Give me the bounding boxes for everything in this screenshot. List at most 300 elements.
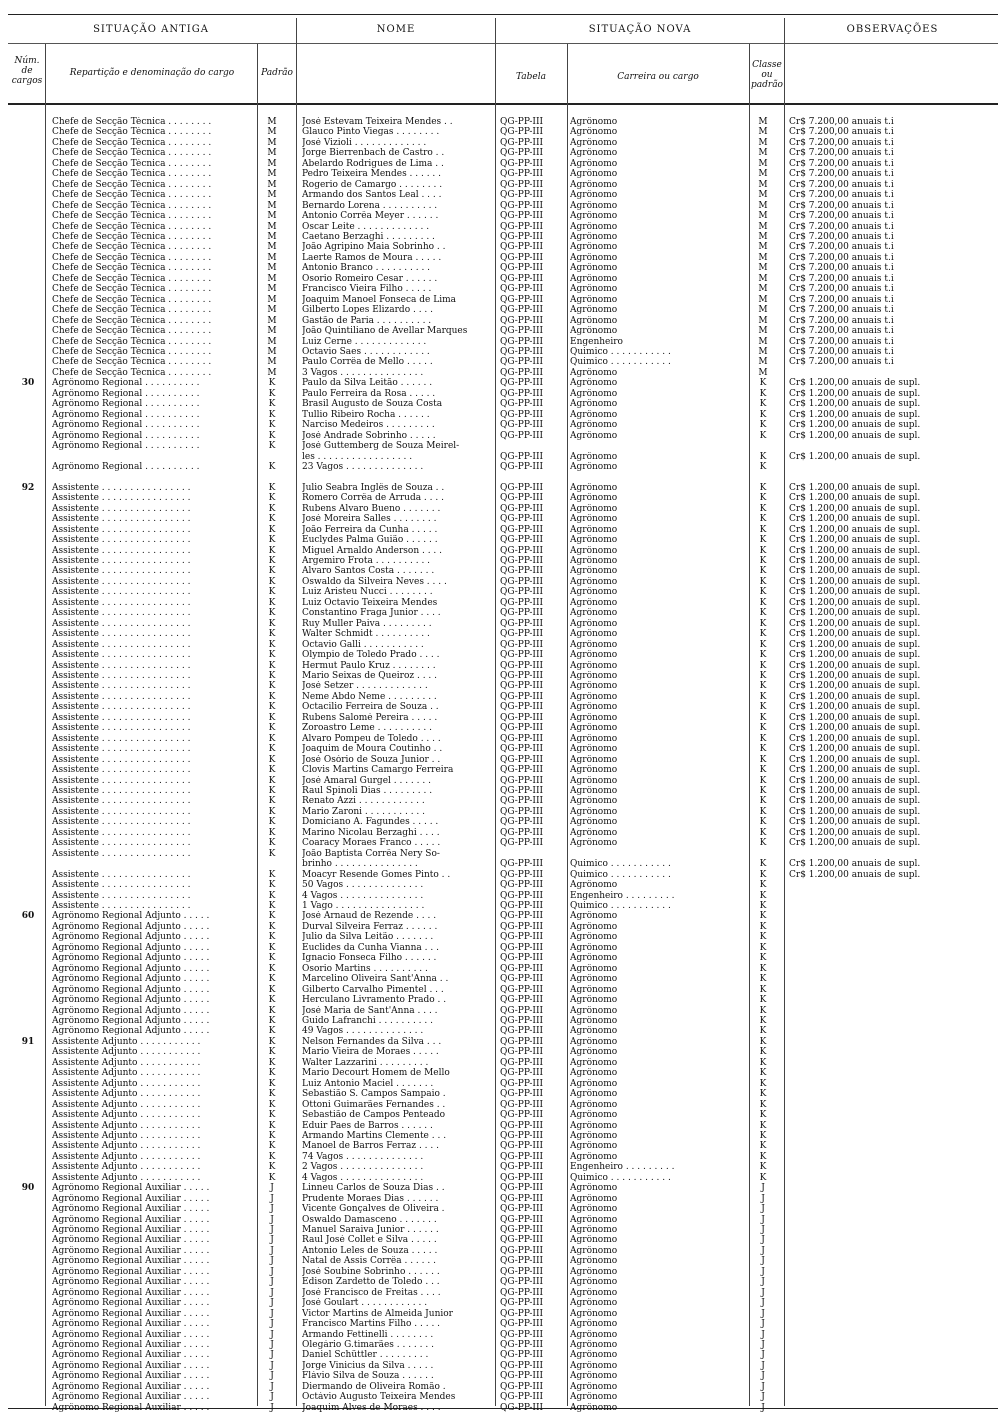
cell-tabela: QG-PP-III bbox=[500, 671, 544, 682]
cell-nome: Rubens Salomé Pereira . . . . . bbox=[302, 712, 438, 723]
cell-classe: K bbox=[759, 995, 767, 1006]
cell-nome: Joaquim de Moura Coutinho . . bbox=[302, 744, 443, 755]
table-row bbox=[0, 127, 1008, 137]
cell-padrao: M bbox=[267, 148, 277, 159]
cell-observacoes: Cr$ 1.200,00 anuais de supl. bbox=[789, 660, 921, 671]
cell-reparticao: Assistente Adjunto . . . . . . . . . . . bbox=[52, 1099, 201, 1110]
cell-reparticao: Assistente . . . . . . . . . . . . . . . . bbox=[52, 650, 191, 661]
cell-carreira: Agrônomo bbox=[570, 1120, 618, 1131]
cell-padrao: K bbox=[268, 974, 276, 985]
cell-tabela: QG-PP-III bbox=[500, 1402, 544, 1413]
cell-tabela: QG-PP-III bbox=[500, 1036, 544, 1047]
cell-classe: K bbox=[759, 1078, 767, 1089]
table-row bbox=[0, 598, 1008, 608]
cell-nome: José Moreira Salles . . . . . . . . bbox=[302, 514, 437, 525]
table-row bbox=[0, 138, 1008, 148]
cell-nome: Romero Corrêa de Arruda . . . . bbox=[302, 493, 444, 504]
cell-padrao: K bbox=[268, 963, 276, 974]
cell-padrao: K bbox=[268, 1057, 276, 1068]
cell-observacoes: Cr$ 1.200,00 anuais de supl. bbox=[789, 587, 921, 598]
cell-reparticao: Assistente . . . . . . . . . . . . . . . . bbox=[52, 838, 191, 849]
cell-classe: K bbox=[759, 932, 767, 943]
cell-tabela: QG-PP-III bbox=[500, 127, 544, 138]
cell-reparticao: Agrônomo Regional Adjunto . . . . . bbox=[52, 911, 210, 922]
cell-nome: Ignacio Fonseca Filho . . . . . . bbox=[302, 953, 437, 964]
cell-classe: J bbox=[761, 1225, 765, 1236]
cell-tabela: QG-PP-III bbox=[500, 1057, 544, 1068]
cell-classe: J bbox=[761, 1360, 765, 1371]
cell-carreira: Agrônomo bbox=[570, 639, 618, 650]
cell-padrao: K bbox=[268, 1130, 276, 1141]
cell-padrao: M bbox=[267, 200, 277, 211]
table-row bbox=[0, 190, 1008, 200]
cell-nome: José Osório de Souza Junior . . bbox=[302, 754, 441, 765]
cell-reparticao: Chefe de Secção Técnica . . . . . . . . bbox=[52, 315, 212, 326]
cell-tabela: QG-PP-III bbox=[500, 921, 544, 932]
cell-reparticao: Chefe de Secção Técnica . . . . . . . . bbox=[52, 190, 212, 201]
cell-classe: K bbox=[759, 817, 767, 828]
cell-classe: K bbox=[759, 618, 767, 629]
cell-carreira: Agrônomo bbox=[570, 514, 618, 525]
cell-carreira: Agrônomo bbox=[570, 263, 618, 274]
cell-tabela: QG-PP-III bbox=[500, 712, 544, 723]
cell-tabela: QG-PP-III bbox=[500, 252, 544, 263]
cell-carreira: Agrônomo bbox=[570, 1381, 618, 1392]
cell-padrao: K bbox=[268, 880, 276, 891]
cell-classe: M bbox=[758, 127, 768, 138]
cell-tabela: QG-PP-III bbox=[500, 597, 544, 608]
cell-observacoes: Cr$ 1.200,00 anuais de supl. bbox=[789, 409, 921, 420]
cell-nome: Paulo Corrêa de Mello . . . . . bbox=[302, 357, 433, 368]
cell-observacoes: Cr$ 1.200,00 anuais de supl. bbox=[789, 378, 921, 389]
cell-reparticao: Agrônomo Regional Adjunto . . . . . bbox=[52, 1005, 210, 1016]
cell-classe: K bbox=[759, 1089, 767, 1100]
cell-carreira: Agrônomo bbox=[570, 535, 618, 546]
cell-classe: K bbox=[759, 796, 767, 807]
cell-observacoes: Cr$ 1.200,00 anuais de supl. bbox=[789, 650, 921, 661]
cell-carreira: Agrônomo bbox=[570, 1099, 618, 1110]
cell-reparticao: Assistente . . . . . . . . . . . . . . . . bbox=[52, 587, 191, 598]
cell-padrao: K bbox=[268, 545, 276, 556]
cell-carreira: Agrônomo bbox=[570, 608, 618, 619]
table-row bbox=[0, 1121, 1008, 1131]
cell-carreira: Agrônomo bbox=[570, 984, 618, 995]
cell-tabela: QG-PP-III bbox=[500, 932, 544, 943]
table-row bbox=[0, 838, 1008, 848]
table-row bbox=[0, 671, 1008, 681]
cell-carreira: Agrônomo bbox=[570, 1026, 618, 1037]
cell-reparticao: Assistente Adjunto . . . . . . . . . . . bbox=[52, 1120, 201, 1131]
table-row bbox=[0, 1382, 1008, 1392]
cell-nome: Prudente Moraes Dias . . . . . . bbox=[302, 1193, 439, 1204]
cell-carreira: Agrônomo bbox=[570, 273, 618, 284]
cell-classe: K bbox=[759, 963, 767, 974]
cell-padrao: K bbox=[268, 796, 276, 807]
cell-nome: les . . . . . . . . . . . . . . . . . bbox=[302, 451, 413, 462]
cell-padrao: M bbox=[267, 336, 277, 347]
cell-carreira: Agrônomo bbox=[570, 1036, 618, 1047]
cell-observacoes: Cr$ 7.200,00 anuais t.i bbox=[789, 231, 894, 242]
cell-observacoes: Cr$ 1.200,00 anuais de supl. bbox=[789, 744, 921, 755]
cell-tabela: QG-PP-III bbox=[500, 388, 544, 399]
cell-tabela: QG-PP-III bbox=[500, 451, 544, 462]
cell-classe: K bbox=[759, 566, 767, 577]
table-row bbox=[0, 169, 1008, 179]
cell-tabela: QG-PP-III bbox=[500, 1319, 544, 1330]
cell-carreira: Agrônomo bbox=[570, 148, 618, 159]
cell-carreira: Agrônomo bbox=[570, 1360, 618, 1371]
cell-tabela: QG-PP-III bbox=[500, 1172, 544, 1183]
cell-carreira: Agrônomo bbox=[570, 169, 618, 180]
table-row bbox=[0, 1267, 1008, 1277]
cell-reparticao: Assistente Adjunto . . . . . . . . . . . bbox=[52, 1068, 201, 1079]
cell-tabela: QG-PP-III bbox=[500, 1266, 544, 1277]
cell-reparticao: Assistente . . . . . . . . . . . . . . . . bbox=[52, 796, 191, 807]
cell-classe: K bbox=[759, 900, 767, 911]
cell-tabela: QG-PP-III bbox=[500, 629, 544, 640]
cell-classe: K bbox=[759, 482, 767, 493]
cell-reparticao: Agrônomo Regional Auxiliar . . . . . bbox=[52, 1256, 210, 1267]
cell-carreira: Quimico . . . . . . . . . . . bbox=[570, 1172, 671, 1183]
cell-classe: J bbox=[761, 1340, 765, 1351]
cell-classe: K bbox=[759, 942, 767, 953]
col-header-num: Núm. de cargos bbox=[11, 56, 43, 86]
cell-classe: J bbox=[761, 1204, 765, 1215]
cell-classe: J bbox=[761, 1350, 765, 1361]
cell-carreira: Agrônomo bbox=[570, 1287, 618, 1298]
cell-tabela: QG-PP-III bbox=[500, 190, 544, 201]
cell-classe: K bbox=[759, 587, 767, 598]
table-row bbox=[0, 1256, 1008, 1266]
cell-nome: Antonio Leles de Souza . . . . . bbox=[302, 1245, 438, 1256]
cell-classe: M bbox=[758, 284, 768, 295]
cell-reparticao: Assistente . . . . . . . . . . . . . . . . bbox=[52, 806, 191, 817]
cell-nome: Euclydes Palma Guião . . . . . . bbox=[302, 535, 438, 546]
cell-observacoes: Cr$ 7.200,00 anuais t.i bbox=[789, 346, 894, 357]
cell-observacoes: Cr$ 1.200,00 anuais de supl. bbox=[789, 869, 921, 880]
cell-tabela: QG-PP-III bbox=[500, 1162, 544, 1173]
cell-carreira: Agrônomo bbox=[570, 744, 618, 755]
cell-classe: M bbox=[758, 117, 768, 127]
cell-carreira: Quimico . . . . . . . . . . . bbox=[570, 357, 671, 368]
cell-carreira: Agrônomo bbox=[570, 733, 618, 744]
cell-reparticao: Chefe de Secção Técnica . . . . . . . . bbox=[52, 221, 212, 232]
cell-padrao: J bbox=[270, 1402, 274, 1413]
cell-nome: Domiciano A. Fagundes . . . . . bbox=[302, 817, 439, 828]
cell-carreira: Agrônomo bbox=[570, 1078, 618, 1089]
cell-classe: M bbox=[758, 326, 768, 337]
cell-classe: J bbox=[761, 1245, 765, 1256]
cell-classe: M bbox=[758, 263, 768, 274]
cell-carreira: Agrônomo bbox=[570, 1392, 618, 1403]
table-row bbox=[0, 891, 1008, 901]
cell-nome: Laerte Ramos de Moura . . . . . bbox=[302, 252, 442, 263]
cell-classe: K bbox=[759, 1047, 767, 1058]
cell-reparticao: Agrônomo Regional Adjunto . . . . . bbox=[52, 963, 210, 974]
cell-padrao: K bbox=[268, 503, 276, 514]
cell-tabela: QG-PP-III bbox=[500, 806, 544, 817]
cell-carreira: Agrônomo bbox=[570, 974, 618, 985]
cell-padrao: K bbox=[268, 681, 276, 692]
cell-classe: K bbox=[759, 775, 767, 786]
cell-nome: Manoel de Barros Ferraz . . . . bbox=[302, 1141, 439, 1152]
cell-tabela: QG-PP-III bbox=[500, 482, 544, 493]
cell-tabela: QG-PP-III bbox=[500, 995, 544, 1006]
cell-padrao: J bbox=[270, 1277, 274, 1288]
cell-padrao: M bbox=[267, 242, 277, 253]
cell-nome: José Arnaud de Rezende . . . . bbox=[302, 911, 437, 922]
cell-observacoes: Cr$ 1.200,00 anuais de supl. bbox=[789, 535, 921, 546]
cell-reparticao: Assistente . . . . . . . . . . . . . . . . bbox=[52, 639, 191, 650]
cell-tabela: QG-PP-III bbox=[500, 880, 544, 891]
cell-reparticao: Assistente . . . . . . . . . . . . . . . . bbox=[52, 566, 191, 577]
cell-classe: K bbox=[759, 378, 767, 389]
cell-padrao: K bbox=[268, 775, 276, 786]
cell-observacoes: Cr$ 7.200,00 anuais t.i bbox=[789, 221, 894, 232]
table-row bbox=[0, 995, 1008, 1005]
cell-padrao: M bbox=[267, 211, 277, 222]
cell-padrao: K bbox=[268, 524, 276, 535]
cell-nome: Constantino Fraga Junior . . . . bbox=[302, 608, 441, 619]
cell-classe: J bbox=[761, 1402, 765, 1413]
cell-nome: José Setzer . . . . . . . . . . . . . bbox=[302, 681, 428, 692]
cell-carreira: Agrônomo bbox=[570, 524, 618, 535]
cell-carreira: Agrônomo bbox=[570, 1371, 618, 1382]
cell-nome: Diermando de Oliveira Romão . bbox=[302, 1381, 446, 1392]
cell-tabela: QG-PP-III bbox=[500, 608, 544, 619]
cell-tabela: QG-PP-III bbox=[500, 639, 544, 650]
cell-reparticao: Chefe de Secção Técnica . . . . . . . . bbox=[52, 169, 212, 180]
table-row bbox=[0, 901, 1008, 911]
cell-padrao: M bbox=[267, 137, 277, 148]
cell-tabela: QG-PP-III bbox=[500, 231, 544, 242]
cell-reparticao: Assistente . . . . . . . . . . . . . . . . bbox=[52, 503, 191, 514]
cell-tabela: QG-PP-III bbox=[500, 420, 544, 431]
cell-classe: M bbox=[758, 367, 768, 378]
table-row bbox=[0, 420, 1008, 430]
cell-padrao: K bbox=[268, 587, 276, 598]
table-row bbox=[0, 535, 1008, 545]
cell-padrao: K bbox=[268, 671, 276, 682]
cell-tabela: QG-PP-III bbox=[500, 1287, 544, 1298]
cell-padrao: K bbox=[268, 691, 276, 702]
cell-observacoes: Cr$ 1.200,00 anuais de supl. bbox=[789, 806, 921, 817]
cell-nome: Daniel Schüttler . . . . . . . . . bbox=[302, 1350, 429, 1361]
cell-num-cargos: 90 bbox=[21, 1183, 35, 1194]
cell-tabela: QG-PP-III bbox=[500, 1298, 544, 1309]
cell-observacoes: Cr$ 7.200,00 anuais t.i bbox=[789, 148, 894, 159]
cell-reparticao: Assistente . . . . . . . . . . . . . . . . bbox=[52, 514, 191, 525]
cell-reparticao: Agrônomo Regional . . . . . . . . . . bbox=[52, 420, 200, 431]
cell-nome: Sebastião S. Campos Sampaio . bbox=[302, 1089, 446, 1100]
cell-nome: Ottoni Guimarães Fernandes . . bbox=[302, 1099, 446, 1110]
cell-carreira: Agrônomo bbox=[570, 388, 618, 399]
cell-classe: K bbox=[759, 409, 767, 420]
cell-carreira: Engenheiro bbox=[570, 336, 623, 347]
cell-nome: Victor Martins de Almeida Junior bbox=[302, 1308, 453, 1319]
cell-reparticao: Assistente . . . . . . . . . . . . . . . . bbox=[52, 900, 191, 911]
cell-padrao: J bbox=[270, 1225, 274, 1236]
table-row bbox=[0, 159, 1008, 169]
table-row bbox=[0, 681, 1008, 691]
cell-padrao: K bbox=[268, 650, 276, 661]
table-row bbox=[0, 650, 1008, 660]
cell-classe: K bbox=[759, 420, 767, 431]
cell-carreira: Agrônomo bbox=[570, 1130, 618, 1141]
table-row bbox=[0, 1392, 1008, 1402]
group-observacoes: OBSERVAÇÕES bbox=[846, 24, 939, 35]
table-row bbox=[0, 211, 1008, 221]
cell-classe: M bbox=[758, 305, 768, 316]
cell-tabela: QG-PP-III bbox=[500, 1047, 544, 1058]
cell-reparticao: Chefe de Secção Técnica . . . . . . . . bbox=[52, 252, 212, 263]
col-header-tabela: Tabela bbox=[515, 72, 546, 82]
cell-padrao: K bbox=[268, 921, 276, 932]
table-body bbox=[0, 117, 1008, 1413]
cell-tabela: QG-PP-III bbox=[500, 733, 544, 744]
table-row bbox=[0, 608, 1008, 618]
table-row bbox=[0, 1204, 1008, 1214]
cell-classe: J bbox=[761, 1266, 765, 1277]
cell-padrao: K bbox=[268, 576, 276, 587]
cell-reparticao: Assistente . . . . . . . . . . . . . . . . bbox=[52, 827, 191, 838]
table-row bbox=[0, 880, 1008, 890]
cell-reparticao: Assistente . . . . . . . . . . . . . . . . bbox=[52, 723, 191, 734]
cell-nome: José Goulart . . . . . . . . . . . . bbox=[302, 1298, 428, 1309]
cell-observacoes: Cr$ 1.200,00 anuais de supl. bbox=[789, 702, 921, 713]
table-row bbox=[0, 556, 1008, 566]
cell-reparticao: Agrônomo Regional Auxiliar . . . . . bbox=[52, 1350, 210, 1361]
cell-tabela: QG-PP-III bbox=[500, 242, 544, 253]
cell-carreira: Agrônomo bbox=[570, 200, 618, 211]
cell-observacoes: Cr$ 1.200,00 anuais de supl. bbox=[789, 399, 921, 410]
cell-tabela: QG-PP-III bbox=[500, 1005, 544, 1016]
cell-padrao: J bbox=[270, 1245, 274, 1256]
cell-carreira: Agrônomo bbox=[570, 702, 618, 713]
cell-carreira: Agrônomo bbox=[570, 817, 618, 828]
table-row bbox=[0, 1277, 1008, 1287]
cell-classe: M bbox=[758, 315, 768, 326]
cell-tabela: QG-PP-III bbox=[500, 890, 544, 901]
cell-reparticao: Agrônomo Regional Adjunto . . . . . bbox=[52, 953, 210, 964]
cell-tabela: QG-PP-III bbox=[500, 576, 544, 587]
cell-tabela: QG-PP-III bbox=[500, 535, 544, 546]
cell-nome: Osorio Martins . . . . . . . . . . bbox=[302, 963, 428, 974]
cell-tabela: QG-PP-III bbox=[500, 1089, 544, 1100]
cell-observacoes: Cr$ 1.200,00 anuais de supl. bbox=[789, 503, 921, 514]
cell-nome: Pedro Teixeira Mendes . . . . . . bbox=[302, 169, 442, 180]
table-row bbox=[0, 859, 1008, 869]
cell-padrao: K bbox=[268, 953, 276, 964]
cell-classe: J bbox=[761, 1277, 765, 1288]
cell-tabela: QG-PP-III bbox=[500, 942, 544, 953]
cell-carreira: Agrônomo bbox=[570, 158, 618, 169]
cell-nome: 4 Vagos . . . . . . . . . . . . . . . bbox=[302, 890, 424, 901]
cell-nome: Bernardo Lorena . . . . . . . . . . bbox=[302, 200, 438, 211]
cell-tabela: QG-PP-III bbox=[500, 1308, 544, 1319]
cell-tabela: QG-PP-III bbox=[500, 294, 544, 305]
table-row bbox=[0, 953, 1008, 963]
cell-tabela: QG-PP-III bbox=[500, 524, 544, 535]
cell-nome: Herculano Livramento Prado . . bbox=[302, 995, 447, 1006]
cell-padrao: K bbox=[268, 378, 276, 389]
cell-padrao: K bbox=[268, 608, 276, 619]
table-row bbox=[0, 1047, 1008, 1057]
cell-reparticao: Chefe de Secção Técnica . . . . . . . . bbox=[52, 137, 212, 148]
table-row bbox=[0, 504, 1008, 514]
cell-reparticao: Agrônomo Regional Auxiliar . . . . . bbox=[52, 1193, 210, 1204]
cell-tabela: QG-PP-III bbox=[500, 984, 544, 995]
table-row bbox=[0, 222, 1008, 232]
cell-carreira: Agrônomo bbox=[570, 556, 618, 567]
cell-carreira: Agrônomo bbox=[570, 367, 618, 378]
cell-carreira: Agrônomo bbox=[570, 1204, 618, 1215]
cell-reparticao: Chefe de Secção Técnica . . . . . . . . bbox=[52, 231, 212, 242]
cell-carreira: Agrônomo bbox=[570, 712, 618, 723]
cell-reparticao: Chefe de Secção Técnica . . . . . . . . bbox=[52, 273, 212, 284]
cell-reparticao: Assistente . . . . . . . . . . . . . . . . bbox=[52, 702, 191, 713]
header-bottom-rule bbox=[8, 103, 998, 105]
cell-reparticao: Agrônomo Regional Auxiliar . . . . . bbox=[52, 1277, 210, 1288]
cell-tabela: QG-PP-III bbox=[500, 775, 544, 786]
cell-classe: K bbox=[759, 514, 767, 525]
cell-tabela: QG-PP-III bbox=[500, 838, 544, 849]
cell-tabela: QG-PP-III bbox=[500, 1068, 544, 1079]
cell-reparticao: Assistente . . . . . . . . . . . . . . . . bbox=[52, 880, 191, 891]
table-row bbox=[0, 1006, 1008, 1016]
cell-observacoes: Cr$ 1.200,00 anuais de supl. bbox=[789, 545, 921, 556]
cell-observacoes: Cr$ 1.200,00 anuais de supl. bbox=[789, 859, 921, 870]
col-header-carreira: Carreira ou cargo bbox=[617, 72, 699, 82]
cell-padrao: K bbox=[268, 984, 276, 995]
cell-reparticao: Agrônomo Regional Adjunto . . . . . bbox=[52, 921, 210, 932]
cell-padrao: K bbox=[268, 890, 276, 901]
cell-classe: K bbox=[759, 1110, 767, 1121]
cell-reparticao: Assistente . . . . . . . . . . . . . . . . bbox=[52, 576, 191, 587]
table-row bbox=[0, 305, 1008, 315]
cell-tabela: QG-PP-III bbox=[500, 545, 544, 556]
cell-nome: Moacyr Resende Gomes Pinto . . bbox=[302, 869, 451, 880]
cell-reparticao: Assistente Adjunto . . . . . . . . . . . bbox=[52, 1089, 201, 1100]
cell-reparticao: Agrônomo Regional . . . . . . . . . . bbox=[52, 430, 200, 441]
cell-classe: K bbox=[759, 974, 767, 985]
table-row bbox=[0, 1058, 1008, 1068]
cell-nome: Miguel Arnaldo Anderson . . . . bbox=[302, 545, 443, 556]
cell-classe: J bbox=[761, 1256, 765, 1267]
table-row bbox=[0, 253, 1008, 263]
cell-observacoes: Cr$ 7.200,00 anuais t.i bbox=[789, 315, 894, 326]
table-row bbox=[0, 201, 1008, 211]
table-row bbox=[0, 410, 1008, 420]
cell-carreira: Quimico . . . . . . . . . . . bbox=[570, 869, 671, 880]
cell-reparticao: Assistente Adjunto . . . . . . . . . . . bbox=[52, 1047, 201, 1058]
cell-carreira: Agrônomo bbox=[570, 1245, 618, 1256]
table-row bbox=[0, 1162, 1008, 1172]
table-row bbox=[0, 796, 1008, 806]
cell-nome: Oscar Leite . . . . . . . . . . . . . bbox=[302, 221, 430, 232]
cell-tabela: QG-PP-III bbox=[500, 1329, 544, 1340]
cell-classe: K bbox=[759, 1172, 767, 1183]
cell-observacoes: Cr$ 7.200,00 anuais t.i bbox=[789, 252, 894, 263]
cell-padrao: K bbox=[268, 482, 276, 493]
cell-observacoes: Cr$ 1.200,00 anuais de supl. bbox=[789, 629, 921, 640]
cell-padrao: M bbox=[267, 158, 277, 169]
cell-observacoes: Cr$ 1.200,00 anuais de supl. bbox=[789, 566, 921, 577]
cell-classe: K bbox=[759, 1141, 767, 1152]
cell-classe: M bbox=[758, 137, 768, 148]
cell-nome: 74 Vagos . . . . . . . . . . . . . . bbox=[302, 1151, 424, 1162]
table-row bbox=[0, 1350, 1008, 1360]
